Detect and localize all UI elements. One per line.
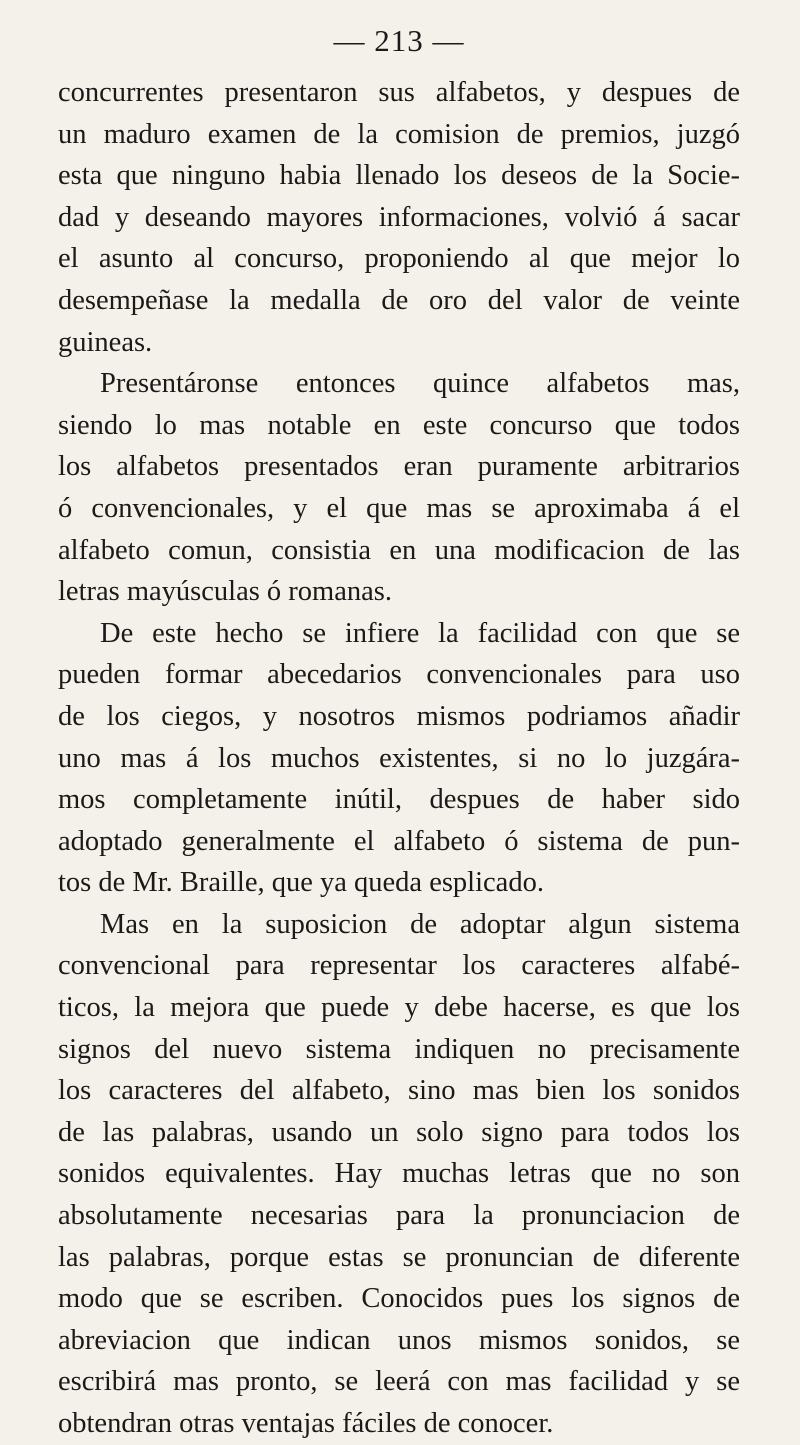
text-line: dad y deseando mayores informaciones, volvió á sacar xyxy=(58,201,740,233)
text-line: mos completamente inútil, despues de haber sido xyxy=(58,784,740,816)
text-line: signos del nuevo sistema indiquen no precisamente xyxy=(58,1033,740,1065)
text-line: de los ciegos, y nosotros mismos podriamos añadir xyxy=(58,700,740,732)
text-line: los alfabetos presentados eran puramente arbitrarios xyxy=(58,451,740,483)
text-line: ó convencionales, y el que mas se aproximaba á el xyxy=(58,492,740,524)
page-number: — 213 — xyxy=(333,23,465,58)
text-line: el asunto al concurso, proponiendo al que mejor lo xyxy=(58,243,740,275)
text-line: guineas. xyxy=(58,326,153,358)
text-line: pueden formar abecedarios convencionales para uso xyxy=(58,659,740,691)
text-line: de las palabras, usando un solo signo para todos los xyxy=(58,1116,740,1148)
text-line: De este hecho se infiere la facilidad con que se xyxy=(100,617,740,649)
text-line: abreviacion que indican unos mismos sonidos, se xyxy=(58,1324,740,1356)
text-line: desempeñase la medalla de oro del valor de veinte xyxy=(58,284,740,316)
text-line: convencional para representar los caracteres alfabé- xyxy=(58,950,740,982)
text-line: letras mayúsculas ó romanas. xyxy=(58,576,392,608)
text-line: modo que se escriben. Conocidos pues los signos de xyxy=(58,1283,740,1315)
text-line: las palabras, porque estas se pronuncian de diferente xyxy=(58,1241,740,1273)
text-line: alfabeto comun, consistia en una modificacion de las xyxy=(58,534,740,566)
text-line: obtendran otras ventajas fáciles de conocer. xyxy=(58,1408,554,1439)
text-line: esta que ninguno habia llenado los deseos de la Socie- xyxy=(58,160,740,192)
text-line: Presentáronse entonces quince alfabetos mas, xyxy=(100,368,740,400)
text-line: uno mas á los muchos existentes, si no lo juzgára- xyxy=(58,742,740,774)
text-line: adoptado generalmente el alfabeto ó sistema de pun- xyxy=(58,825,740,857)
text-line: escribirá mas pronto, se leerá con mas facilidad y se xyxy=(58,1366,740,1398)
body-text xyxy=(58,72,740,1445)
text-line: absolutamente necesarias para la pronunciacion de xyxy=(58,1200,740,1232)
text-line: Mas en la suposicion de adoptar algun sistema xyxy=(100,908,740,940)
text-line: concurrentes presentaron sus alfabetos, y despues de xyxy=(58,77,740,108)
text-line: sonidos equivalentes. Hay muchas letras que no son xyxy=(58,1158,740,1190)
text-line: tos de Mr. Braille, que ya queda esplicado. xyxy=(58,867,544,899)
text-line: un maduro examen de la comision de premios, juzgó xyxy=(58,118,740,150)
text-line: siendo lo mas notable en este concurso que todos xyxy=(58,409,740,441)
text-line: los caracteres del alfabeto, sino mas bien los sonidos xyxy=(58,1075,740,1107)
text-line: ticos, la mejora que puede y debe hacerse, es que los xyxy=(58,992,740,1024)
